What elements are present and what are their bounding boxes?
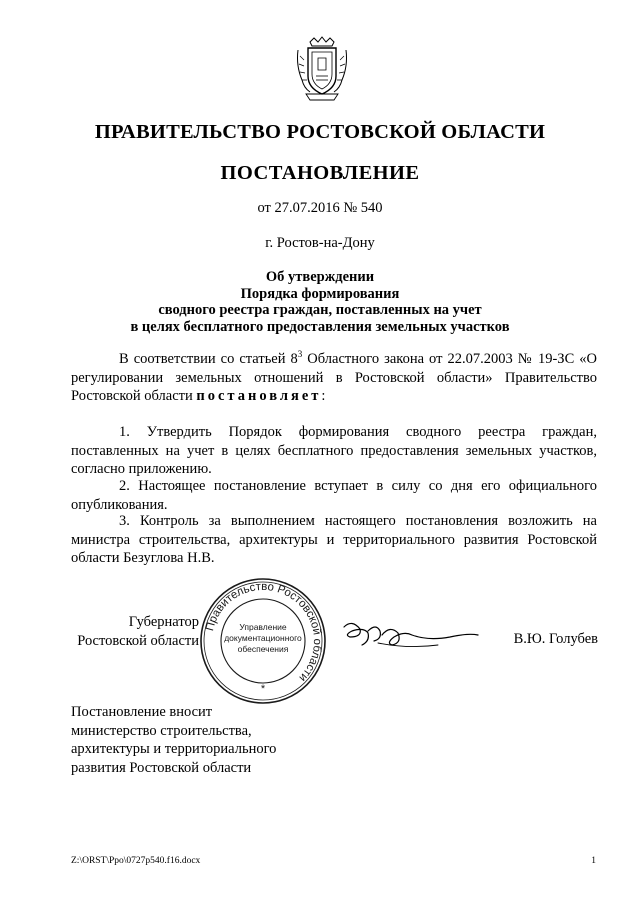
official-stamp xyxy=(198,576,328,706)
preamble-text-continued: Областного закона от 22.07.2003 № 19-ЗС «О регулировании земельных отношений в Ростовской области» Правительство Ростовской области xyxy=(71,351,597,404)
signatory-title xyxy=(69,613,199,650)
government-title: ПРАВИТЕЛЬСТВО РОСТОВСКОЙ ОБЛАСТИ xyxy=(94,121,546,143)
city-line: г. Ростов-на-Дону xyxy=(265,235,375,251)
clause-1: 1. Утвердить Порядок формирования сводного реестра граждан, поставленных на учет в целях бесплатного предоставления земельных участков, согласно приложению. xyxy=(71,424,597,477)
stamp-inner-line: документационного xyxy=(224,633,302,643)
preamble-colon: : xyxy=(321,388,326,404)
subject-line: Порядка формирования xyxy=(240,285,400,302)
introduced-by-line: министерство строительства, xyxy=(71,722,252,739)
introduced-by-line: развития Ростовской области xyxy=(71,759,252,776)
signatory-name: В.Ю. Голубев xyxy=(513,631,598,647)
stamp-inner-line: Управление xyxy=(239,622,287,632)
subject-line: в целях бесплатного предоставления земельных участков xyxy=(130,318,510,335)
document-subject xyxy=(0,269,640,335)
signatory-title-line: Губернатор xyxy=(128,614,199,630)
subject-line: сводного реестра граждан, поставленных на учет xyxy=(158,302,482,318)
stamp-outer-text: Правительство Ростовской области xyxy=(204,580,324,684)
clause-2: 2. Настоящее постановление вступает в силу со дня его официального опубликования. xyxy=(71,478,597,513)
preamble-text: В соответствии со статьей 8 xyxy=(119,351,298,367)
subject-line: Об утверждении xyxy=(265,269,375,285)
preamble-paragraph xyxy=(71,350,597,406)
introduced-by xyxy=(71,703,371,777)
clause-3: 3. Контроль за выполнением настоящего постановления возложить на министра строительства, архитектуры и территориального развития Ростовской области Безуглова Н.В. xyxy=(71,513,597,566)
introduced-by-line: Постановление вносит xyxy=(71,704,213,720)
page-number: 1 xyxy=(591,856,596,866)
date-number-line: от 27.07.2016 № 540 xyxy=(257,200,383,216)
article-superscript: 3 xyxy=(297,349,303,360)
document-kind: ПОСТАНОВЛЕНИЕ xyxy=(220,162,420,184)
coat-of-arms-icon xyxy=(294,36,350,102)
stamp-inner-line: обеспечения xyxy=(237,644,289,654)
introduced-by-line: архитектуры и территориального xyxy=(71,741,277,757)
stamp-star: * xyxy=(260,683,266,695)
file-path: Z:\ORST\Ppo\0727p540.f16.docx xyxy=(71,856,201,866)
handwritten-signature xyxy=(338,615,488,653)
signatory-title-line: Ростовской области xyxy=(77,632,199,649)
decree-word: постановляет xyxy=(196,388,322,404)
